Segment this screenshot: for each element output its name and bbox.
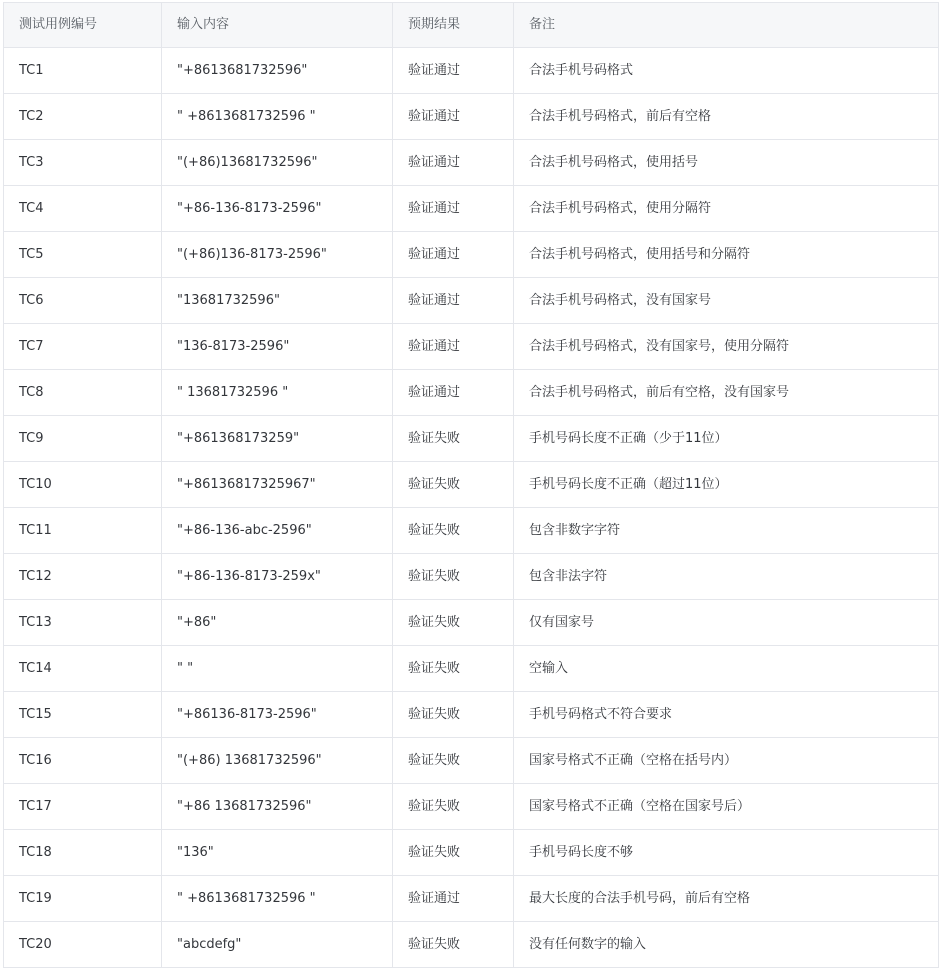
cell-input-content: "abcdefg" (162, 922, 393, 968)
cell-expected-result: 验证通过 (393, 370, 514, 416)
cell-remarks: 手机号码格式不符合要求 (514, 692, 939, 738)
cell-expected-result: 验证通过 (393, 876, 514, 922)
cell-test-case-id: TC6 (4, 278, 162, 324)
cell-remarks: 合法手机号码格式，使用括号 (514, 140, 939, 186)
table-row (4, 600, 939, 646)
cell-test-case-id: TC4 (4, 186, 162, 232)
cell-remarks: 合法手机号码格式，前后有空格 (514, 94, 939, 140)
test-case-table (3, 2, 939, 968)
cell-expected-result: 验证失败 (393, 922, 514, 968)
cell-input-content: "136" (162, 830, 393, 876)
cell-expected-result: 验证失败 (393, 738, 514, 784)
cell-input-content: "+86-136-abc-2596" (162, 508, 393, 554)
cell-remarks: 手机号码长度不正确（少于11位） (514, 416, 939, 462)
cell-remarks: 合法手机号码格式，前后有空格，没有国家号 (514, 370, 939, 416)
cell-test-case-id: TC11 (4, 508, 162, 554)
table-row (4, 738, 939, 784)
cell-expected-result: 验证通过 (393, 186, 514, 232)
cell-test-case-id: TC14 (4, 646, 162, 692)
cell-expected-result: 验证失败 (393, 554, 514, 600)
cell-remarks: 国家号格式不正确（空格在括号内） (514, 738, 939, 784)
cell-expected-result: 验证通过 (393, 48, 514, 94)
cell-remarks: 合法手机号码格式，没有国家号 (514, 278, 939, 324)
cell-test-case-id: TC10 (4, 462, 162, 508)
cell-test-case-id: TC20 (4, 922, 162, 968)
cell-test-case-id: TC13 (4, 600, 162, 646)
cell-test-case-id: TC9 (4, 416, 162, 462)
cell-remarks: 空输入 (514, 646, 939, 692)
cell-test-case-id: TC17 (4, 784, 162, 830)
cell-expected-result: 验证失败 (393, 600, 514, 646)
table-header-row (4, 3, 939, 48)
cell-expected-result: 验证通过 (393, 94, 514, 140)
header-remarks: 备注 (514, 3, 939, 48)
cell-input-content: " +8613681732596 " (162, 94, 393, 140)
table-row (4, 278, 939, 324)
cell-remarks: 最大长度的合法手机号码，前后有空格 (514, 876, 939, 922)
cell-input-content: "+86-136-8173-2596" (162, 186, 393, 232)
cell-input-content: "+86136817325967" (162, 462, 393, 508)
table-row (4, 324, 939, 370)
cell-test-case-id: TC2 (4, 94, 162, 140)
cell-expected-result: 验证通过 (393, 324, 514, 370)
table-row (4, 140, 939, 186)
cell-test-case-id: TC18 (4, 830, 162, 876)
cell-remarks: 手机号码长度不正确（超过11位） (514, 462, 939, 508)
cell-input-content: "+86 13681732596" (162, 784, 393, 830)
cell-remarks: 合法手机号码格式，使用分隔符 (514, 186, 939, 232)
cell-test-case-id: TC5 (4, 232, 162, 278)
table-row (4, 784, 939, 830)
cell-remarks: 合法手机号码格式 (514, 48, 939, 94)
cell-expected-result: 验证失败 (393, 416, 514, 462)
cell-test-case-id: TC15 (4, 692, 162, 738)
cell-expected-result: 验证通过 (393, 140, 514, 186)
cell-remarks: 合法手机号码格式，没有国家号，使用分隔符 (514, 324, 939, 370)
table-row (4, 462, 939, 508)
header-input-content: 输入内容 (162, 3, 393, 48)
table-row (4, 416, 939, 462)
table-body (4, 48, 939, 968)
cell-remarks: 包含非法字符 (514, 554, 939, 600)
cell-input-content: "(+86)13681732596" (162, 140, 393, 186)
cell-remarks: 仅有国家号 (514, 600, 939, 646)
table-row (4, 232, 939, 278)
cell-remarks: 包含非数字字符 (514, 508, 939, 554)
table-row (4, 922, 939, 968)
cell-test-case-id: TC8 (4, 370, 162, 416)
cell-test-case-id: TC16 (4, 738, 162, 784)
cell-expected-result: 验证失败 (393, 646, 514, 692)
cell-input-content: "+86-136-8173-259x" (162, 554, 393, 600)
cell-input-content: " " (162, 646, 393, 692)
table-row (4, 646, 939, 692)
cell-expected-result: 验证失败 (393, 692, 514, 738)
cell-test-case-id: TC7 (4, 324, 162, 370)
cell-remarks: 没有任何数字的输入 (514, 922, 939, 968)
cell-test-case-id: TC12 (4, 554, 162, 600)
cell-remarks: 国家号格式不正确（空格在国家号后） (514, 784, 939, 830)
cell-input-content: "+86136-8173-2596" (162, 692, 393, 738)
cell-remarks: 合法手机号码格式，使用括号和分隔符 (514, 232, 939, 278)
table-row (4, 94, 939, 140)
test-case-table-container (3, 2, 938, 968)
cell-test-case-id: TC3 (4, 140, 162, 186)
cell-test-case-id: TC1 (4, 48, 162, 94)
cell-expected-result: 验证失败 (393, 830, 514, 876)
cell-input-content: "136-8173-2596" (162, 324, 393, 370)
cell-input-content: "(+86)136-8173-2596" (162, 232, 393, 278)
table-row (4, 48, 939, 94)
table-row (4, 830, 939, 876)
table-row (4, 186, 939, 232)
header-test-case-id: 测试用例编号 (4, 3, 162, 48)
table-row (4, 370, 939, 416)
cell-expected-result: 验证失败 (393, 784, 514, 830)
cell-test-case-id: TC19 (4, 876, 162, 922)
cell-input-content: "+8613681732596" (162, 48, 393, 94)
table-row (4, 876, 939, 922)
table-row (4, 508, 939, 554)
cell-input-content: "+86" (162, 600, 393, 646)
cell-expected-result: 验证失败 (393, 462, 514, 508)
cell-expected-result: 验证通过 (393, 232, 514, 278)
cell-expected-result: 验证失败 (393, 508, 514, 554)
cell-input-content: "13681732596" (162, 278, 393, 324)
cell-remarks: 手机号码长度不够 (514, 830, 939, 876)
table-row (4, 692, 939, 738)
cell-input-content: "(+86) 13681732596" (162, 738, 393, 784)
cell-input-content: "+861368173259" (162, 416, 393, 462)
header-expected-result: 预期结果 (393, 3, 514, 48)
cell-input-content: " 13681732596 " (162, 370, 393, 416)
cell-expected-result: 验证通过 (393, 278, 514, 324)
cell-input-content: " +8613681732596 " (162, 876, 393, 922)
table-row (4, 554, 939, 600)
